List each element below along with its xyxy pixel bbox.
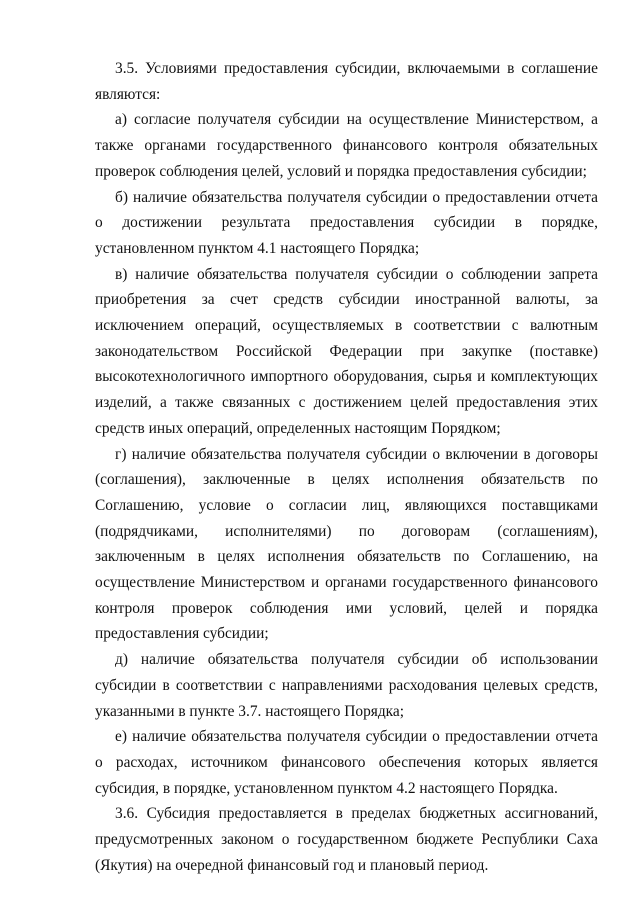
paragraph-item-a: а) согласие получателя субсидии на осуществление Министерством, а также органами государственного финансового контроля обязательных проверок соблюдения целей, условий и порядка предоставления субсидии; <box>95 111 598 180</box>
paragraph-item-e: е) наличие обязательства получателя субсидии о предоставлении отчета о расходах, источником финансового обеспечения которых является субсидия, в порядке, установленном пунктом 4.2 настоящего Порядка. <box>95 728 598 797</box>
paragraph-item-v: в) наличие обязательства получателя субсидии о соблюдении запрета приобретения за счет средств субсидии иностранной валюты, за исключением операций, осуществляемых в соответствии с валютным законодательством Российской Федерации при закупке (поставке) высокотехнологичного импортного оборудования, сырья и комплектующих изделий, а также связанных с достижением целей предоставления этих средств иных операций, определенных настоящим Порядком; <box>95 265 598 437</box>
paragraph-item-b: б) наличие обязательства получателя субсидии о предоставлении отчета о достижении результата предоставления субсидии в порядке, установленном пунктом 4.1 настоящего Порядка; <box>95 188 598 257</box>
paragraph-item-g: г) наличие обязательства получателя субсидии о включении в договоры (соглашения), заключенные в целях исполнения обязательств по Соглашению, условие о согласии лиц, являющихся поставщиками (подрядчиками, исполнителями) по договорам (соглашениям), заключенным в целях исполнения обязательств по Соглашению, на осуществление Министерством и органами государственного финансового контроля проверок соблюдения ими условий, целей и порядка предоставления субсидии; <box>95 445 598 643</box>
paragraph-3-5: 3.5. Условиями предоставления субсидии, включаемыми в соглашение являются: <box>95 60 598 103</box>
document-page <box>95 56 598 879</box>
paragraph-3-6: 3.6. Субсидия предоставляется в пределах бюджетных ассигнований, предусмотренных законом о государственном бюджете Республики Саха (Якутия) на очередной финансовый год и плановый период. <box>95 805 598 874</box>
paragraph-item-d: д) наличие обязательства получателя субсидии об использовании субсидии в соответствии с направлениями расходования целевых средств, указанными в пункте 3.7. настоящего Порядка; <box>95 651 598 720</box>
